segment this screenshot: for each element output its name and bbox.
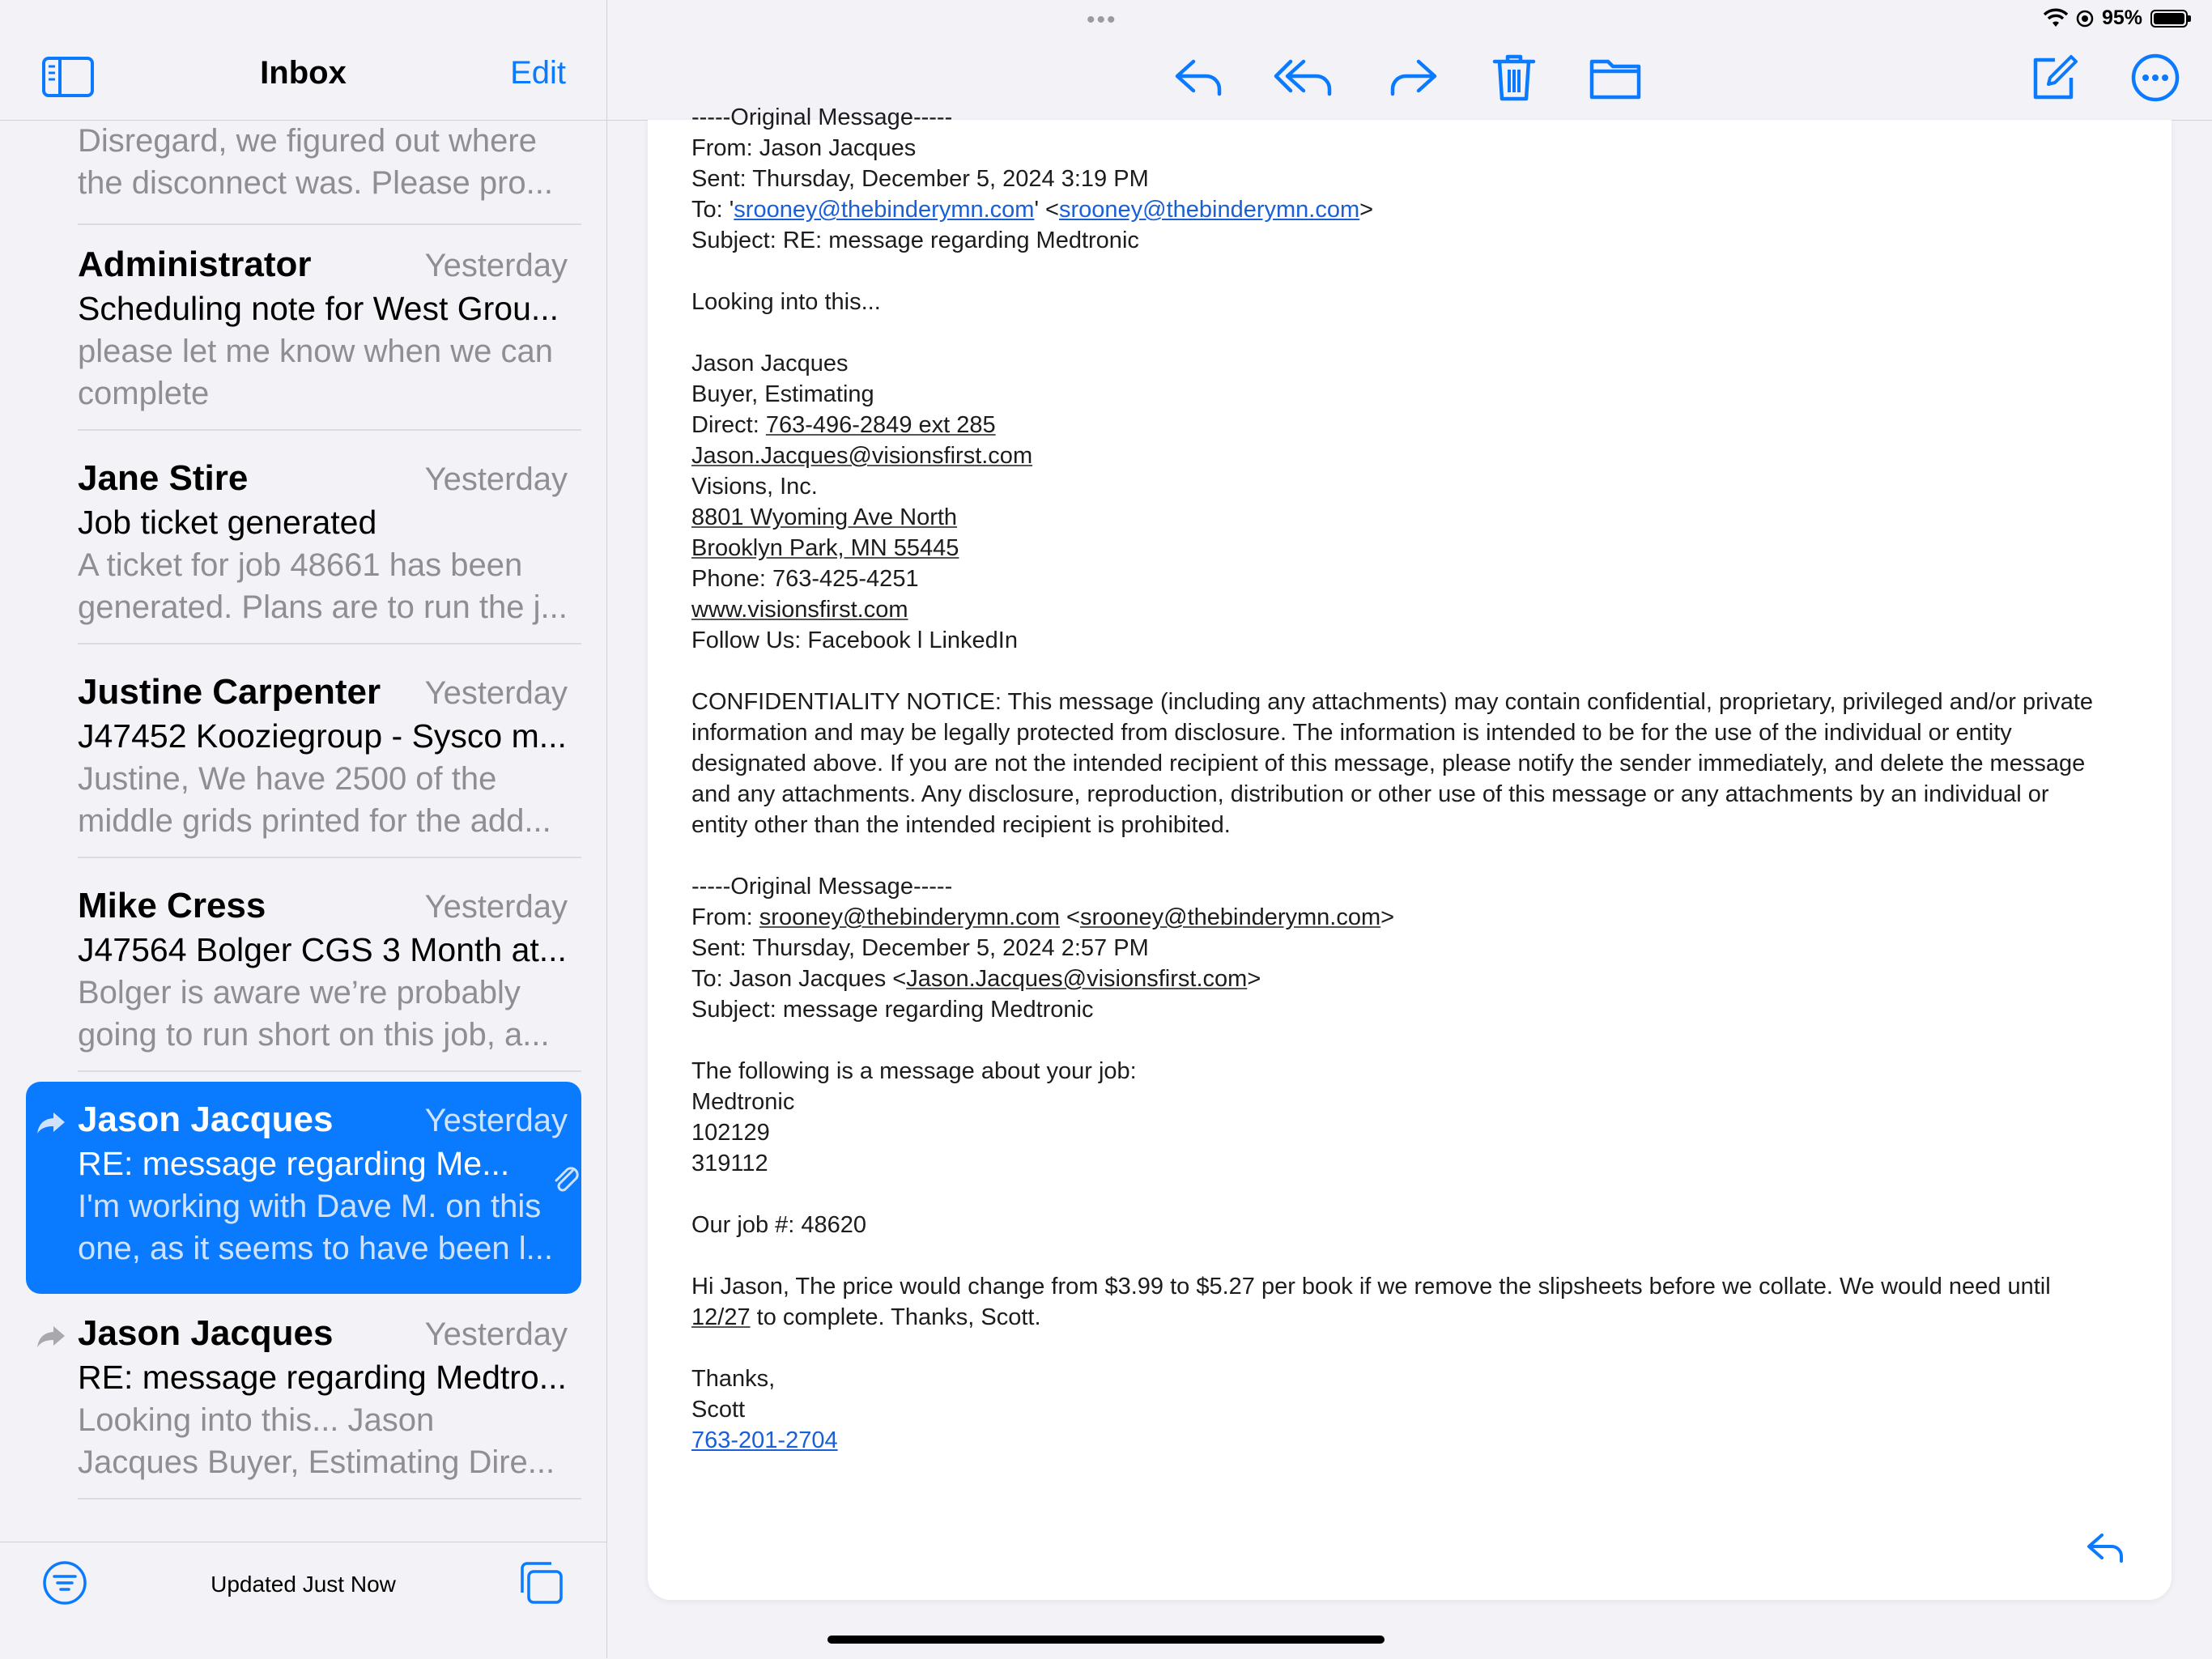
phone-link[interactable]: 763-496-2849 ext 285 <box>765 412 996 438</box>
divider <box>78 643 581 644</box>
list-item[interactable] <box>0 245 606 431</box>
body-text: Hi Jason, The price would change from $3.99 to $5.27 per book if we remove the slipsheets before we collate. We would need until <box>691 1274 2051 1300</box>
date-link[interactable]: 12/27 <box>691 1304 751 1330</box>
reply-icon[interactable] <box>1172 52 1224 104</box>
home-indicator[interactable] <box>827 1636 1385 1644</box>
reply-icon[interactable] <box>2086 1530 2126 1568</box>
message-preview: Bolger is aware we’re probably going to run short on this job, a... <box>78 975 550 1053</box>
message-date: Yesterday <box>424 248 568 283</box>
location-icon <box>2076 10 2094 28</box>
body-text: Our job #: 48620 <box>691 1212 867 1238</box>
email-link[interactable]: srooney@thebinderymn.com <box>1058 197 1360 223</box>
website-link[interactable]: www.visionsfirst.com <box>691 597 908 623</box>
email-link[interactable]: Jason.Jacques@visionsfirst.com <box>691 443 1033 469</box>
list-item-selected[interactable] <box>0 1100 606 1286</box>
divider <box>78 857 581 858</box>
signature-name: Jason Jacques <box>691 351 849 376</box>
phone-link[interactable]: 763-201-2704 <box>691 1427 838 1453</box>
list-item[interactable] <box>0 120 606 225</box>
status-right <box>2044 6 2188 30</box>
email-link[interactable]: Jason.Jacques@visionsfirst.com <box>906 966 1248 992</box>
forwarded-icon <box>36 1325 66 1349</box>
body-text: 319112 <box>691 1151 768 1176</box>
email-to: To: 'srooney@thebinderymn.com' <srooney@thebinderymn.com> <box>691 197 1374 223</box>
stack-icon[interactable] <box>517 1560 564 1606</box>
message-subject: J47452 Kooziegroup - Sysco m... <box>78 717 567 755</box>
address-link[interactable]: 8801 Wyoming Ave North <box>691 504 958 530</box>
divider <box>78 429 581 431</box>
email-from: From: srooney@thebinderymn.com <srooney@thebinderymn.com> <box>691 904 1395 930</box>
message-preview: Looking into this... Jason Jacques Buyer, Estimating Dire... <box>78 1402 555 1480</box>
message-subject: Job ticket generated <box>78 504 377 541</box>
email-sent: Sent: Thursday, December 5, 2024 3:19 PM <box>691 166 1149 192</box>
message-subject: RE: message regarding Me... <box>78 1145 510 1182</box>
forward-icon[interactable] <box>1388 52 1440 104</box>
inbox-title: Inbox <box>260 55 347 91</box>
more-icon[interactable] <box>2129 52 2181 104</box>
message-date: Yesterday <box>424 1103 568 1138</box>
message-sender: Jason Jacques <box>78 1100 334 1139</box>
divider <box>78 1498 581 1499</box>
original-message-header: -----Original Message----- <box>691 874 953 900</box>
email-sent: Sent: Thursday, December 5, 2024 2:57 PM <box>691 935 1149 961</box>
compose-icon[interactable] <box>2031 52 2079 104</box>
email-card <box>648 104 2172 1600</box>
body-text: 12/27 to complete. Thanks, Scott. <box>691 1304 1041 1330</box>
body-text: Medtronic <box>691 1089 795 1115</box>
email-body <box>691 102 2133 1456</box>
updated-status: Updated Just Now <box>211 1572 396 1597</box>
message-preview: Justine, We have 2500 of the middle grids printed for the add... <box>78 761 551 839</box>
email-subject: Subject: message regarding Medtronic <box>691 997 1094 1023</box>
address-link[interactable]: Brooklyn Park, MN 55445 <box>691 535 959 561</box>
signature-follow: Follow Us: Facebook l LinkedIn <box>691 627 1018 653</box>
battery-percent: 95% <box>2101 6 2142 29</box>
original-message-header: -----Original Message----- <box>691 104 953 130</box>
edit-button[interactable]: Edit <box>510 55 566 91</box>
message-subject: Scheduling note for West Grou... <box>78 290 559 327</box>
email-to: To: Jason Jacques <Jason.Jacques@visionsfirst.com> <box>691 966 1261 992</box>
message-date: Yesterday <box>424 889 568 925</box>
message-subject: J47564 Bolger CGS 3 Month at... <box>78 931 567 968</box>
mailbox-list-pane <box>0 0 607 1658</box>
message-preview: A ticket for job 48661 has been generated. Plans are to run the j... <box>78 547 568 625</box>
message-sender: Jason Jacques <box>78 1313 334 1353</box>
signature-direct: Direct: 763-496-2849 ext 285 <box>691 412 996 438</box>
list-item[interactable] <box>0 672 606 858</box>
mailbox-header <box>0 40 606 121</box>
mailbox-footer <box>0 1542 606 1659</box>
message-date: Yesterday <box>424 675 568 711</box>
message-sender: Administrator <box>78 245 312 284</box>
forwarded-icon <box>36 1111 66 1135</box>
confidentiality-notice: designated above. If you are not the intended recipient of this message, please notify the sender immediately, and delete the message <box>691 751 2086 776</box>
signature-title: Buyer, Estimating <box>691 381 874 407</box>
email-from: From: Jason Jacques <box>691 135 917 161</box>
confidentiality-notice: entity other than the intended recipient is prohibited. <box>691 812 1231 838</box>
trash-icon[interactable] <box>1491 52 1537 104</box>
message-date: Yesterday <box>424 1317 568 1352</box>
body-text: Looking into this... <box>691 289 881 315</box>
message-preview: I'm working with Dave M. on this one, as it seems to have been l... <box>78 1189 554 1266</box>
signature-company: Visions, Inc. <box>691 474 818 500</box>
message-subject: RE: message regarding Medtro... <box>78 1359 567 1396</box>
message-date: Yesterday <box>424 462 568 497</box>
divider <box>78 1070 581 1072</box>
reply-all-icon[interactable] <box>1273 52 1334 104</box>
body-text: The following is a message about your job: <box>691 1058 1137 1084</box>
email-subject: Subject: RE: message regarding Medtronic <box>691 228 1139 253</box>
email-link[interactable]: srooney@thebinderymn.com <box>759 904 1060 930</box>
multitasking-dots[interactable]: ••• <box>1087 6 1117 33</box>
list-item[interactable] <box>0 1313 606 1499</box>
folder-icon[interactable] <box>1589 52 1642 104</box>
list-item[interactable] <box>0 458 606 644</box>
body-text: Scott <box>691 1397 746 1423</box>
confidentiality-notice: and any attachments. Any disclosure, reproduction, distribution or other use of this message or any attachments by an individual or <box>691 781 2049 807</box>
divider <box>78 223 581 225</box>
confidentiality-notice: information and may be legally protected from disclosure. The information is intended to be for the use of the individual or entity <box>691 720 2012 746</box>
list-item[interactable] <box>0 886 606 1072</box>
email-link[interactable]: srooney@thebinderymn.com <box>1079 904 1381 930</box>
message-sender: Jane Stire <box>78 458 249 498</box>
body-text: Thanks, <box>691 1366 776 1392</box>
battery-icon <box>2150 10 2188 28</box>
body-text: 102129 <box>691 1120 770 1146</box>
message-list <box>0 120 606 1542</box>
email-link[interactable]: srooney@thebinderymn.com <box>734 197 1035 223</box>
message-preview: Disregard, we figured out where the disconnect was. Please pro... <box>78 123 553 201</box>
message-sender: Mike Cress <box>78 886 266 925</box>
wifi-icon <box>2044 9 2068 28</box>
message-sender: Justine Carpenter <box>78 672 381 712</box>
confidentiality-notice: CONFIDENTIALITY NOTICE: This message (including any attachments) may contain confidential, proprietary, privileged and/or private <box>691 689 2094 715</box>
signature-phone: Phone: 763-425-4251 <box>691 566 919 592</box>
message-preview: please let me know when we can complete <box>78 334 553 411</box>
